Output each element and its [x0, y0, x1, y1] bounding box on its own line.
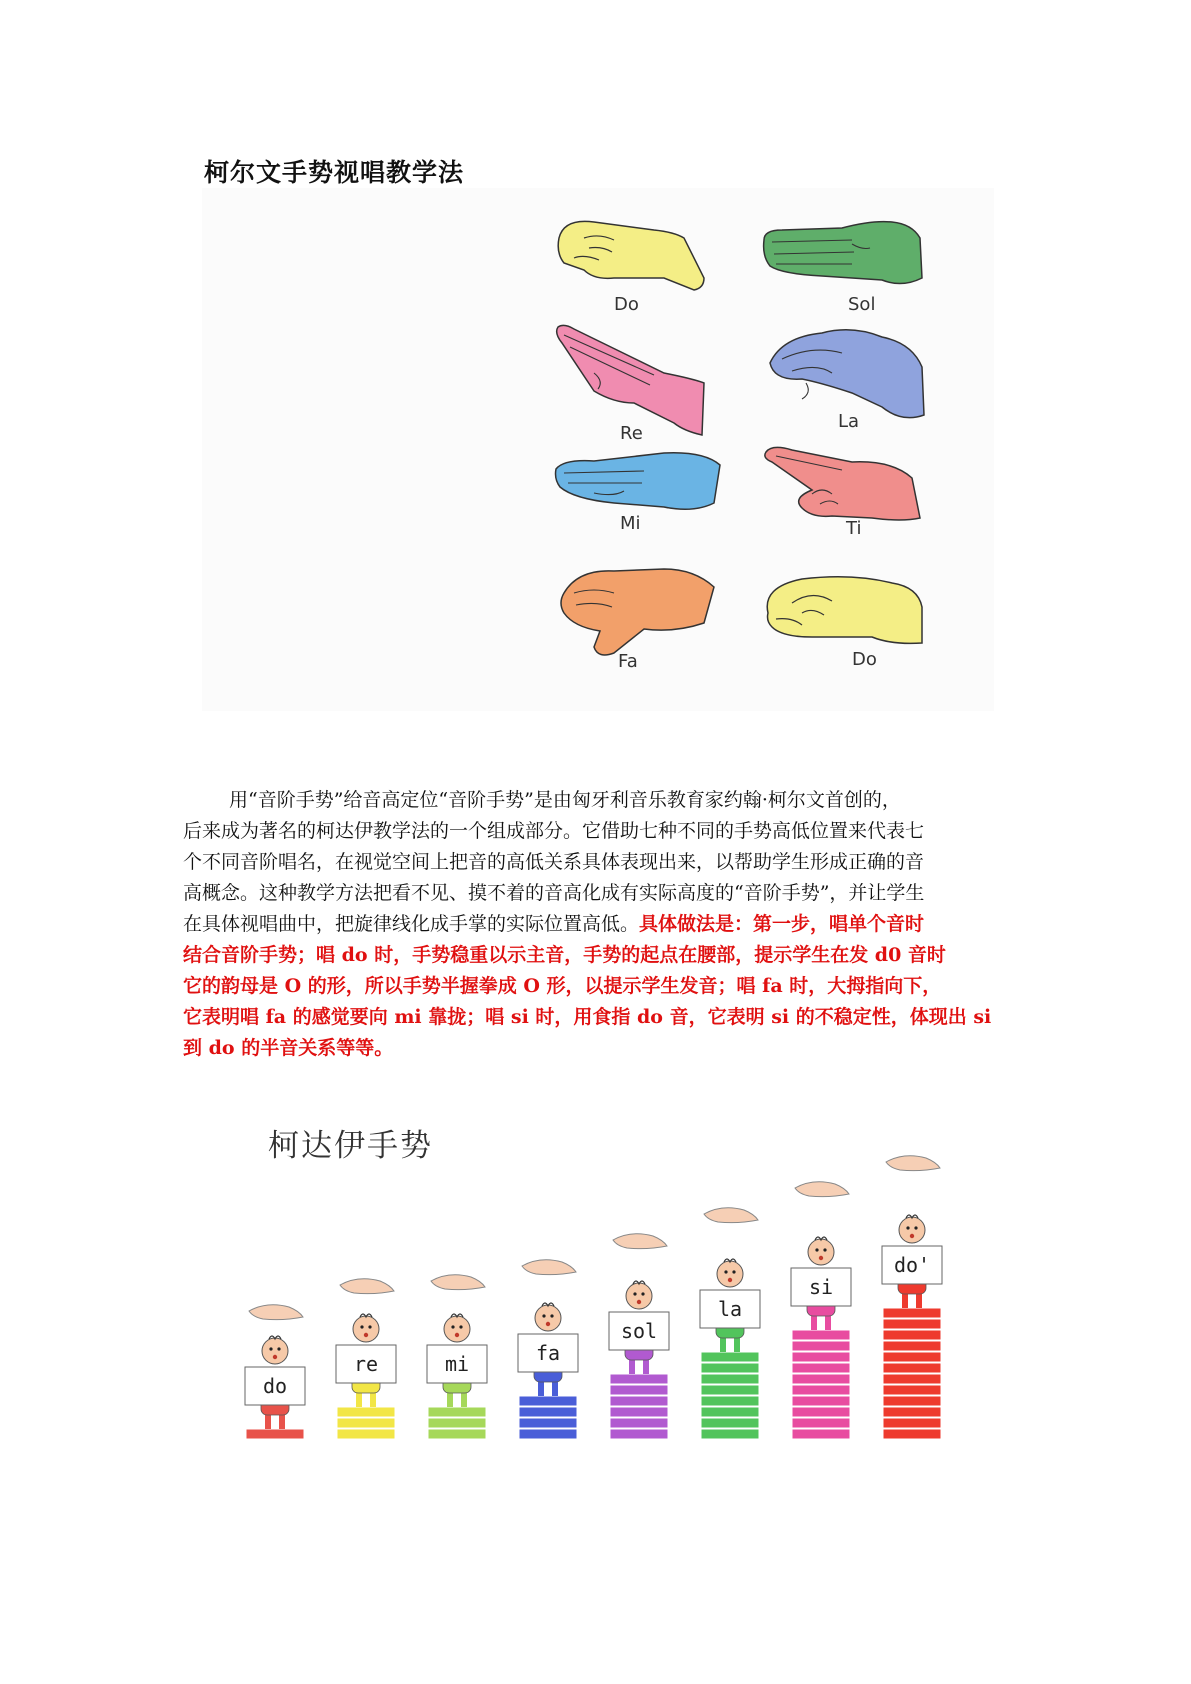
hand-sign-icon	[704, 1208, 758, 1223]
child-head	[626, 1283, 652, 1309]
curwen-hand-signs-figure	[202, 188, 994, 711]
child-eye	[451, 1325, 454, 1328]
note-card-label: la	[717, 1297, 743, 1321]
note-block	[519, 1418, 577, 1428]
child-leg	[538, 1380, 544, 1396]
child-leg	[811, 1314, 817, 1330]
note-card-label: si	[808, 1275, 834, 1299]
note-block	[792, 1341, 850, 1351]
note-block	[428, 1418, 486, 1428]
child-mouth	[637, 1300, 641, 1304]
child-leg	[265, 1413, 271, 1429]
hand-label: Fa	[618, 651, 638, 672]
hand-label: Ti	[846, 518, 862, 539]
child-mouth	[455, 1333, 459, 1337]
hand-sign-icon	[886, 1156, 940, 1171]
child-head	[808, 1239, 834, 1265]
child-leg	[916, 1292, 922, 1308]
note-block	[610, 1396, 668, 1406]
hand-sign-icon	[249, 1305, 303, 1320]
child-mouth	[819, 1256, 823, 1260]
note-block	[610, 1407, 668, 1417]
note-block	[792, 1352, 850, 1362]
child-mouth	[728, 1278, 732, 1282]
child-eye	[815, 1248, 818, 1251]
note-block	[610, 1429, 668, 1439]
hand-label: Do	[614, 294, 639, 315]
child-leg	[370, 1391, 376, 1407]
child-eye	[368, 1325, 371, 1328]
note-block	[883, 1385, 941, 1395]
note-card-label: fa	[535, 1341, 561, 1365]
kodaly-hand-signs-figure	[228, 1092, 968, 1452]
kodaly-figure-title: 柯达伊手势	[268, 1128, 433, 1164]
child-eye	[641, 1292, 644, 1295]
child-eye	[906, 1226, 909, 1229]
note-block	[883, 1429, 941, 1439]
child-mouth	[910, 1234, 914, 1238]
note-block	[883, 1396, 941, 1406]
paragraph-line: 用“音阶手势”给音高定位“音阶手势”是由匈牙利音乐教育家约翰·柯尔文首创的，	[229, 789, 901, 811]
hand-label: Re	[620, 423, 643, 444]
note-block	[519, 1407, 577, 1417]
note-block	[701, 1429, 759, 1439]
note-block	[701, 1418, 759, 1428]
note-block	[883, 1330, 941, 1340]
highlighted-text: 具体做法是：第一步，唱单个音时	[639, 913, 925, 935]
note-card-label: re	[353, 1352, 379, 1376]
hand-sign-do-high	[762, 563, 932, 683]
fist-hand-icon	[554, 208, 724, 328]
note-block	[337, 1418, 395, 1428]
hand-sign-fa	[554, 563, 724, 683]
child-head	[535, 1305, 561, 1331]
child-eye	[277, 1347, 280, 1350]
highlighted-line: 结合音阶手势；唱 do 时，手势稳重以示主音，手势的起点在腰部，提示学生在发 d0 音时	[183, 944, 946, 966]
child-leg	[720, 1336, 726, 1352]
note-block	[792, 1418, 850, 1428]
hand-sign-icon	[340, 1279, 394, 1294]
note-block	[337, 1407, 395, 1417]
paragraph-text: 在具体视唱曲中，把旋律线化成手掌的实际位置高低。	[183, 913, 640, 935]
child-eye	[269, 1347, 272, 1350]
child-leg	[552, 1380, 558, 1396]
child-mouth	[364, 1333, 368, 1337]
hand-label: La	[838, 411, 860, 432]
hand-sign-la	[762, 323, 932, 443]
hand-label: Do	[852, 649, 877, 670]
note-block	[792, 1363, 850, 1373]
child-mouth	[273, 1355, 277, 1359]
hand-sign-sol	[762, 208, 932, 328]
note-block	[428, 1429, 486, 1439]
note-block	[701, 1363, 759, 1373]
note-block	[337, 1429, 395, 1439]
child-eye	[724, 1270, 727, 1273]
note-card-label: do	[262, 1374, 288, 1398]
note-card-label: sol	[620, 1319, 658, 1343]
child-leg	[461, 1391, 467, 1407]
child-eye	[732, 1270, 735, 1273]
child-eye	[823, 1248, 826, 1251]
hand-label: Sol	[848, 294, 876, 315]
hand-sign-mi	[554, 443, 724, 563]
child-leg	[356, 1391, 362, 1407]
child-eye	[542, 1314, 545, 1317]
body-paragraph	[183, 785, 1013, 1064]
child-head	[353, 1316, 379, 1342]
hand-sign-icon	[613, 1234, 667, 1249]
page-title: 柯尔文手势视唱教学法	[204, 158, 465, 187]
child-leg	[825, 1314, 831, 1330]
paragraph-line: 高概念。这种教学方法把看不见、摸不着的音高化成有实际高度的“音阶手势”，并让学生	[183, 882, 925, 904]
level-hand-icon	[554, 443, 724, 563]
highlighted-line: 它表明唱 fa 的感觉要向 mi 靠拢；唱 si 时，用食指 do 音，它表明 si 的不稳定性，体现出 si	[183, 1006, 992, 1028]
hand-sign-icon	[522, 1260, 576, 1275]
hand-sign-re	[554, 323, 724, 443]
child-eye	[360, 1325, 363, 1328]
note-block	[610, 1385, 668, 1395]
note-card-label: do'	[893, 1253, 931, 1277]
flat-hand-icon	[762, 208, 932, 328]
child-leg	[629, 1358, 635, 1374]
note-block	[428, 1407, 486, 1417]
note-block	[792, 1374, 850, 1384]
note-block	[792, 1407, 850, 1417]
child-leg	[902, 1292, 908, 1308]
note-block	[792, 1330, 850, 1340]
note-block	[883, 1308, 941, 1318]
child-eye	[914, 1226, 917, 1229]
child-leg	[279, 1413, 285, 1429]
hand-sign-do	[554, 208, 724, 328]
note-block	[883, 1352, 941, 1362]
paragraph-line: 个不同音阶唱名，在视觉空间上把音的高低关系具体表现出来，以帮助学生形成正确的音	[183, 851, 925, 873]
highlighted-line: 到 do 的半音关系等等。	[183, 1037, 394, 1059]
child-eye	[550, 1314, 553, 1317]
note-block	[883, 1407, 941, 1417]
child-mouth	[546, 1322, 550, 1326]
child-head	[444, 1316, 470, 1342]
child-head	[262, 1338, 288, 1364]
note-block	[883, 1319, 941, 1329]
child-leg	[643, 1358, 649, 1374]
note-block	[610, 1418, 668, 1428]
child-head	[717, 1261, 743, 1287]
child-leg	[734, 1336, 740, 1352]
note-block	[883, 1341, 941, 1351]
hand-label: Mi	[620, 513, 641, 534]
fist-hand-icon	[762, 563, 932, 683]
child-eye	[633, 1292, 636, 1295]
hand-sign-ti	[762, 438, 932, 558]
note-block	[701, 1407, 759, 1417]
note-block	[701, 1374, 759, 1384]
pointing-hand-icon	[762, 438, 932, 558]
note-card-label: mi	[444, 1352, 470, 1376]
hand-sign-icon	[795, 1182, 849, 1197]
thumb-down-hand-icon	[554, 563, 724, 683]
note-block	[883, 1374, 941, 1384]
note-block	[883, 1418, 941, 1428]
child-head	[899, 1217, 925, 1243]
highlighted-line: 它的韵母是 O 的形，所以手势半握拳成 O 形，以提示学生发音；唱 fa 时，大拇指向下，	[183, 975, 942, 997]
note-block	[610, 1374, 668, 1384]
hand-sign-icon	[431, 1275, 485, 1290]
child-leg	[447, 1391, 453, 1407]
note-block	[792, 1385, 850, 1395]
note-block	[701, 1396, 759, 1406]
paragraph-line: 后来成为著名的柯达伊教学法的一个组成部分。它借助七种不同的手势高低位置来代表七	[183, 820, 925, 842]
note-block	[792, 1429, 850, 1439]
child-eye	[459, 1325, 462, 1328]
note-block	[701, 1352, 759, 1362]
paragraph-line	[183, 909, 1013, 940]
note-block	[701, 1385, 759, 1395]
note-block	[883, 1363, 941, 1373]
note-block	[519, 1396, 577, 1406]
note-block	[246, 1429, 304, 1439]
note-block	[519, 1429, 577, 1439]
note-block	[792, 1396, 850, 1406]
